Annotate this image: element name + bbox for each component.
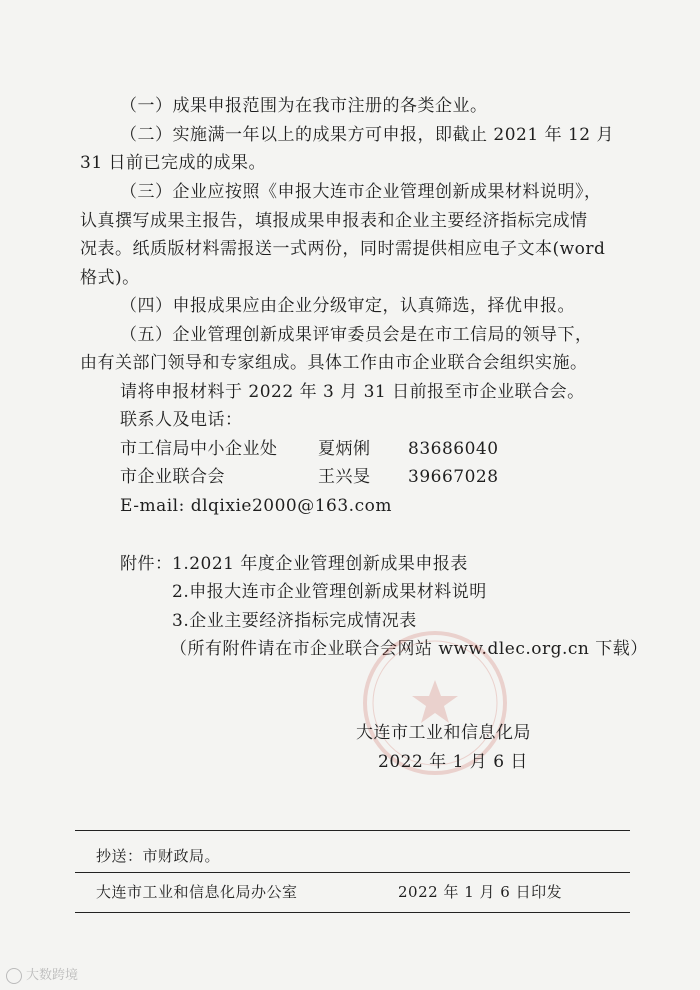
office-name: 大连市工业和信息化局办公室 [96, 883, 298, 901]
attachments-label: 附件： [120, 554, 173, 574]
contact-phone: 83686040 [408, 439, 499, 459]
contacts-label: 联系人及电话： [120, 410, 243, 430]
watermark-logo-icon [6, 968, 22, 984]
contact-email: E-mail: dlqixie2000@163.com [120, 496, 392, 516]
paragraph-3-line-2: 认真撰写成果主报告，填报成果申报表和企业主要经济指标完成情 [80, 211, 588, 231]
attachment-item-2: 2.申报大连市企业管理创新成果材料说明 [172, 582, 487, 602]
paragraph-2-line-2: 31 日前已完成的成果。 [80, 153, 267, 173]
attachment-item-3: 3.企业主要经济指标完成情况表 [172, 611, 417, 631]
issuer-name: 大连市工业和信息化局 [356, 723, 531, 743]
footer-middle-rule [75, 872, 630, 873]
paragraph-3-line-4: 格式)。 [80, 268, 140, 288]
footer-top-rule [75, 830, 630, 831]
contact-name: 王兴旻 [318, 467, 371, 487]
contact-org: 市工信局中小企业处 [120, 439, 278, 459]
footer-bottom-rule [75, 912, 630, 913]
attachments-note: （所有附件请在市企业联合会网站 www.dlec.org.cn 下载） [170, 639, 648, 659]
watermark: 大数跨境 [6, 964, 78, 984]
paragraph-3-line-1: （三）企业应按照《申报大连市企业管理创新成果材料说明》， [120, 182, 602, 202]
contact-phone: 39667028 [408, 467, 499, 487]
paragraph-1: （一）成果申报范围为在我市注册的各类企业。 [120, 96, 488, 116]
submission-deadline: 请将申报材料于 2022 年 3 月 31 日前报至市企业联合会。 [120, 382, 585, 402]
contact-name: 夏炳俐 [318, 439, 371, 459]
paragraph-5-line-1: （五）企业管理创新成果评审委员会是在市工信局的领导下， [120, 325, 593, 345]
paragraph-3-line-3: 况表。纸质版材料需报送一式两份，同时需提供相应电子文本(word [80, 239, 606, 259]
print-date: 2022 年 1 月 6 日印发 [398, 883, 563, 901]
paragraph-2-line-1: （二）实施满一年以上的成果方可申报，即截止 2021 年 12 月 [120, 125, 615, 145]
cc-line: 抄送：市财政局。 [96, 847, 221, 865]
issue-date: 2022 年 1 月 6 日 [378, 752, 528, 772]
contact-org: 市企业联合会 [120, 467, 225, 487]
paragraph-5-line-2: 由有关部门领导和专家组成。具体工作由市企业联合会组织实施。 [80, 353, 588, 373]
attachment-item-1: 1.2021 年度企业管理创新成果申报表 [172, 554, 468, 574]
paragraph-4: （四）申报成果应由企业分级审定，认真筛选，择优申报。 [120, 296, 575, 316]
